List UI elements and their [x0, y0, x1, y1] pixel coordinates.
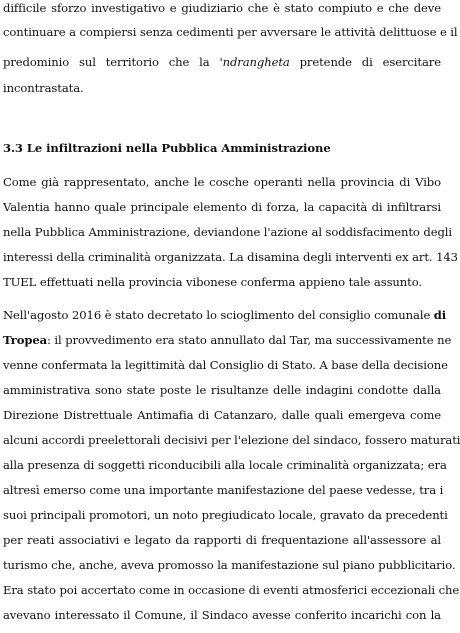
- text-line: venne confermata la legittimità dal Consiglio di Stato. A base della decisione: [3, 358, 448, 372]
- text-run: : il provvedimento era stato annullato dal Tar, ma successivamente ne: [47, 333, 452, 347]
- text-line: altresì emerso come una importante manifestazione del paese vedesse, tra i: [3, 483, 444, 497]
- text-run-bold: di: [433, 308, 447, 322]
- text-run: predominio sul territorio che la: [3, 55, 220, 69]
- text-line: Era stato poi accertato come in occasione di eventi atmosferici eccezionali che: [3, 583, 460, 597]
- text-line-mixed: [3, 332, 452, 348]
- section-heading: 3.3 Le infiltrazioni nella Pubblica Amministrazione: [3, 141, 331, 155]
- text-run-bold: Tropea: [3, 333, 48, 347]
- text-line: Direzione Distrettuale Antimafia di Catanzaro, dalle quali emergeva come: [3, 408, 441, 422]
- text-line: continuare a compiersi senza cedimenti per avversare le attività delittuose e il: [3, 25, 458, 39]
- text-run-italic: 'ndrangheta: [219, 55, 290, 69]
- text-line: TUEL effettuati nella provincia vibonese conferma appieno tale assunto.: [3, 275, 422, 289]
- text-line-mixed: [3, 54, 441, 70]
- text-line: Come già rappresentato, anche le cosche operanti nella provincia di Vibo: [3, 175, 441, 189]
- text-line: amministrativa sono state poste le risultanze delle indagini condotte dalla: [3, 383, 441, 397]
- text-line: nella Pubblica Amministrazione, deviandone l'azione al soddisfacimento degli: [3, 225, 453, 239]
- text-line-mixed: [3, 307, 447, 323]
- text-line: turismo che, anche, aveva promosso la manifestazione sul piano pubblicitario.: [3, 558, 456, 572]
- text-line: incontrastata.: [3, 81, 84, 95]
- text-line: Valentia hanno quale principale elemento di forza, la capacità di infiltrarsi: [3, 200, 441, 214]
- text-line: interessi della criminalità organizzata. La disamina degli interventi ex art. 143: [3, 250, 458, 264]
- text-line: per reati associativi e legato da rapporti di frequentazione all'assessore al: [3, 533, 441, 547]
- text-line: difficile sforzo investigativo e giudiziario che è stato compiuto e che deve: [3, 1, 441, 15]
- text-line: suoi principali promotori, un noto pregiudicato locale, gravato da precedenti: [3, 508, 448, 522]
- text-line: avevano interessato il Comune, il Sindaco avesse conferito incarichi con la: [3, 608, 441, 622]
- text-run: pretende di esercitare: [289, 55, 441, 69]
- text-line: alcuni accordi preelettorali decisivi per l'elezione del sindaco, fossero maturati: [3, 433, 460, 447]
- text-run: Nell'agosto 2016 è stato decretato lo scioglimento del consiglio comunale: [3, 308, 434, 322]
- text-line: alla presenza di soggetti riconducibili alla locale criminalità organizzata; era: [3, 458, 447, 472]
